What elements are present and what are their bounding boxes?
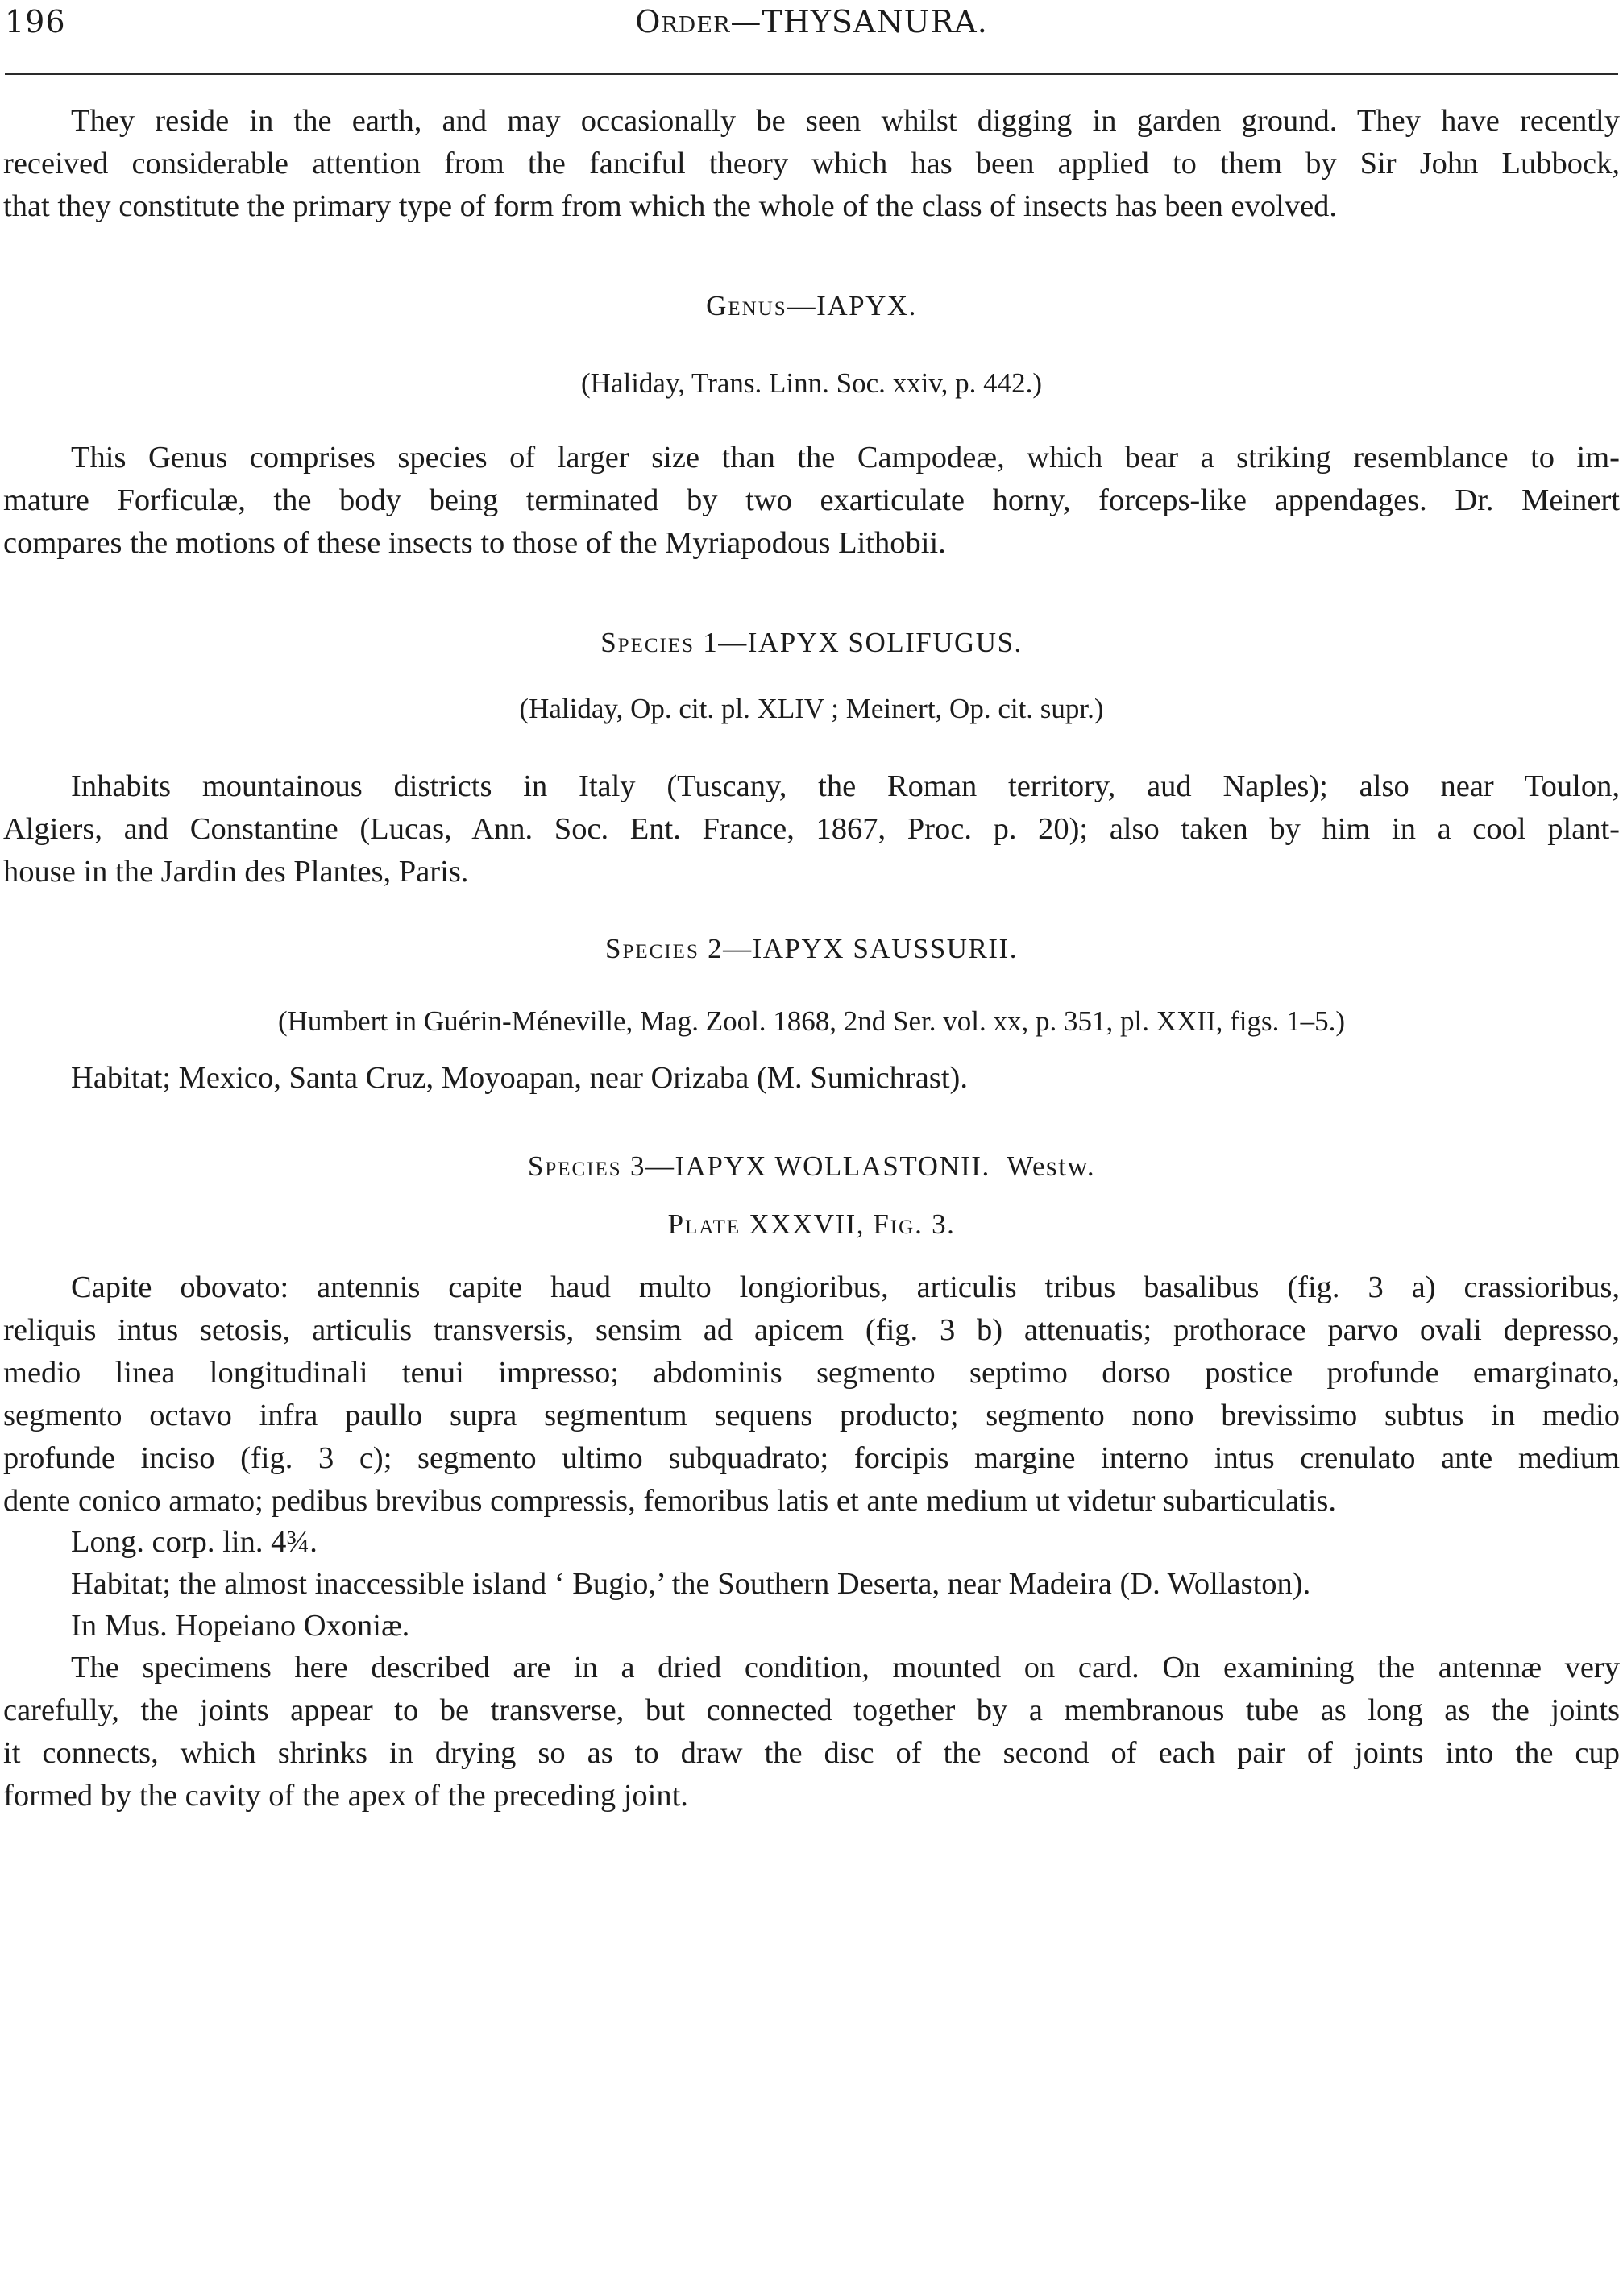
species-2-heading xyxy=(0,930,1623,968)
species-1-paragraph xyxy=(3,765,1620,893)
species-1-heading xyxy=(0,624,1623,662)
species-1-line: Inhabits mountainous districts in Italy (Tuscany, the Roman territory, aud Naples); also near Toulon, xyxy=(71,769,1620,803)
species-3-length: Long. corp. lin. 4¾. xyxy=(71,1525,318,1559)
species-3-description xyxy=(3,1266,1620,1523)
species-3-heading xyxy=(0,1147,1623,1186)
species-3-museum: In Mus. Hopeiano Oxoniæ. xyxy=(71,1609,410,1643)
species-2-habitat: Habitat; Mexico, Santa Cruz, Moyoapan, near Orizaba (M. Sumichrast). xyxy=(71,1061,968,1095)
plate-name: XXXVII, xyxy=(749,1208,865,1240)
genus-heading-name: —IAPYX. xyxy=(787,290,917,321)
genus-description-line: compares the motions of these insects to those of the Myriapodous Lithobii. xyxy=(3,526,946,560)
species-3-description-line: profunde inciso (fig. 3 c); segmento ultimo subquadrato; forcipis margine interno intus crenulato ante medium xyxy=(3,1441,1620,1475)
header-rule xyxy=(5,73,1618,75)
intro-line: that they constitute the primary type of form from which the whole of the class of insects has been evolved. xyxy=(3,189,1338,223)
species-3-remarks-line: The specimens here described are in a dried condition, mounted on card. On examining the antennæ very xyxy=(71,1651,1620,1685)
plate-prefix: Plate xyxy=(667,1208,741,1240)
species-3-description-line: medio linea longitudinali tenui impresso; abdominis segmento septimo dorso postice profunde emarginato, xyxy=(3,1356,1620,1390)
plate-reference xyxy=(0,1205,1623,1244)
genus-citation: (Haliday, Trans. Linn. Soc. xxiv, p. 442.) xyxy=(581,367,1042,399)
plate-fig-number: 3. xyxy=(932,1208,956,1240)
genus-description-line: mature Forficulæ, the body being terminated by two exarticulate horny, forceps-like appendages. Dr. Meinert xyxy=(3,483,1620,517)
species-3-remarks-line: it connects, which shrinks in drying so as to draw the disc of the second of each pair of joints into the cup xyxy=(3,1736,1620,1770)
species-1-line: Algiers, and Constantine (Lucas, Ann. Soc. Ent. France, 1867, Proc. p. 20); also taken by him in a cool plant- xyxy=(3,812,1620,846)
species-3-remarks-line: carefully, the joints appear to be transverse, but connected together by a membranous tube as long as the joints xyxy=(3,1693,1620,1727)
running-header xyxy=(5,2,1618,47)
running-title: Order—THYSANURA. xyxy=(635,4,988,39)
species-3-habitat: Habitat; the almost inaccessible island ‘ Bugio,’ the Southern Deserta, near Madeira (D. Wollaston). xyxy=(71,1567,1311,1601)
species-3-remarks xyxy=(3,1647,1620,1817)
species-3-description-line: segmento octavo infra paullo supra segmentum sequens producto; segmento nono brevissimo subtus in medio xyxy=(3,1399,1620,1432)
species-2-heading-name: 2—IAPYX SAUSSURII. xyxy=(708,933,1018,964)
species-2-citation: (Humbert in Guérin-Méneville, Mag. Zool. 1868, 2nd Ser. vol. xx, p. 351, pl. XXII, figs. 1–5.) xyxy=(278,1005,1345,1037)
genus-description-line: This Genus comprises species of larger size than the Campodeæ, which bear a striking resemblance to im- xyxy=(71,441,1620,475)
species-3-remarks-line: formed by the cavity of the apex of the preceding joint. xyxy=(3,1779,688,1813)
species-3-heading-author: Westw. xyxy=(1007,1150,1096,1182)
species-2-heading-prefix: Species xyxy=(605,933,699,964)
species-3-heading-prefix: Species xyxy=(527,1150,622,1182)
genus-description xyxy=(3,437,1620,565)
genus-heading-prefix: Genus xyxy=(706,290,787,321)
species-1-heading-prefix: Species xyxy=(600,627,695,658)
intro-line: received considerable attention from the fanciful theory which has been applied to them by Sir John Lubbock, xyxy=(3,147,1620,180)
genus-heading xyxy=(0,287,1623,325)
species-1-citation: (Haliday, Op. cit. pl. XLIV ; Meinert, Op. cit. supr.) xyxy=(519,693,1104,724)
species-3-heading-name: 3—IAPYX WOLLASTONII. xyxy=(629,1150,990,1182)
species-1-line: house in the Jardin des Plantes, Paris. xyxy=(3,855,469,889)
species-3-description-line: Capite obovato: antennis capite haud multo longioribus, articulis tribus basalibus (fig. 3 a) crassioribus, xyxy=(71,1270,1620,1304)
page-number: 196 xyxy=(5,4,66,39)
intro-line: They reside in the earth, and may occasionally be seen whilst digging in garden ground. They have recently xyxy=(71,104,1620,138)
species-3-description-line: dente conico armato; pedibus brevibus compressis, femoribus latis et ante medium ut videtur subarticulatis. xyxy=(3,1484,1337,1518)
intro-paragraph xyxy=(3,100,1620,228)
plate-fig-prefix: Fig. xyxy=(873,1208,924,1240)
species-1-heading-name: 1—IAPYX SOLIFUGUS. xyxy=(703,627,1023,658)
species-3-description-line: reliquis intus setosis, articulis transversis, sensim ad apicem (fig. 3 b) attenuatis; prothorace parvo ovali depresso, xyxy=(3,1313,1620,1347)
